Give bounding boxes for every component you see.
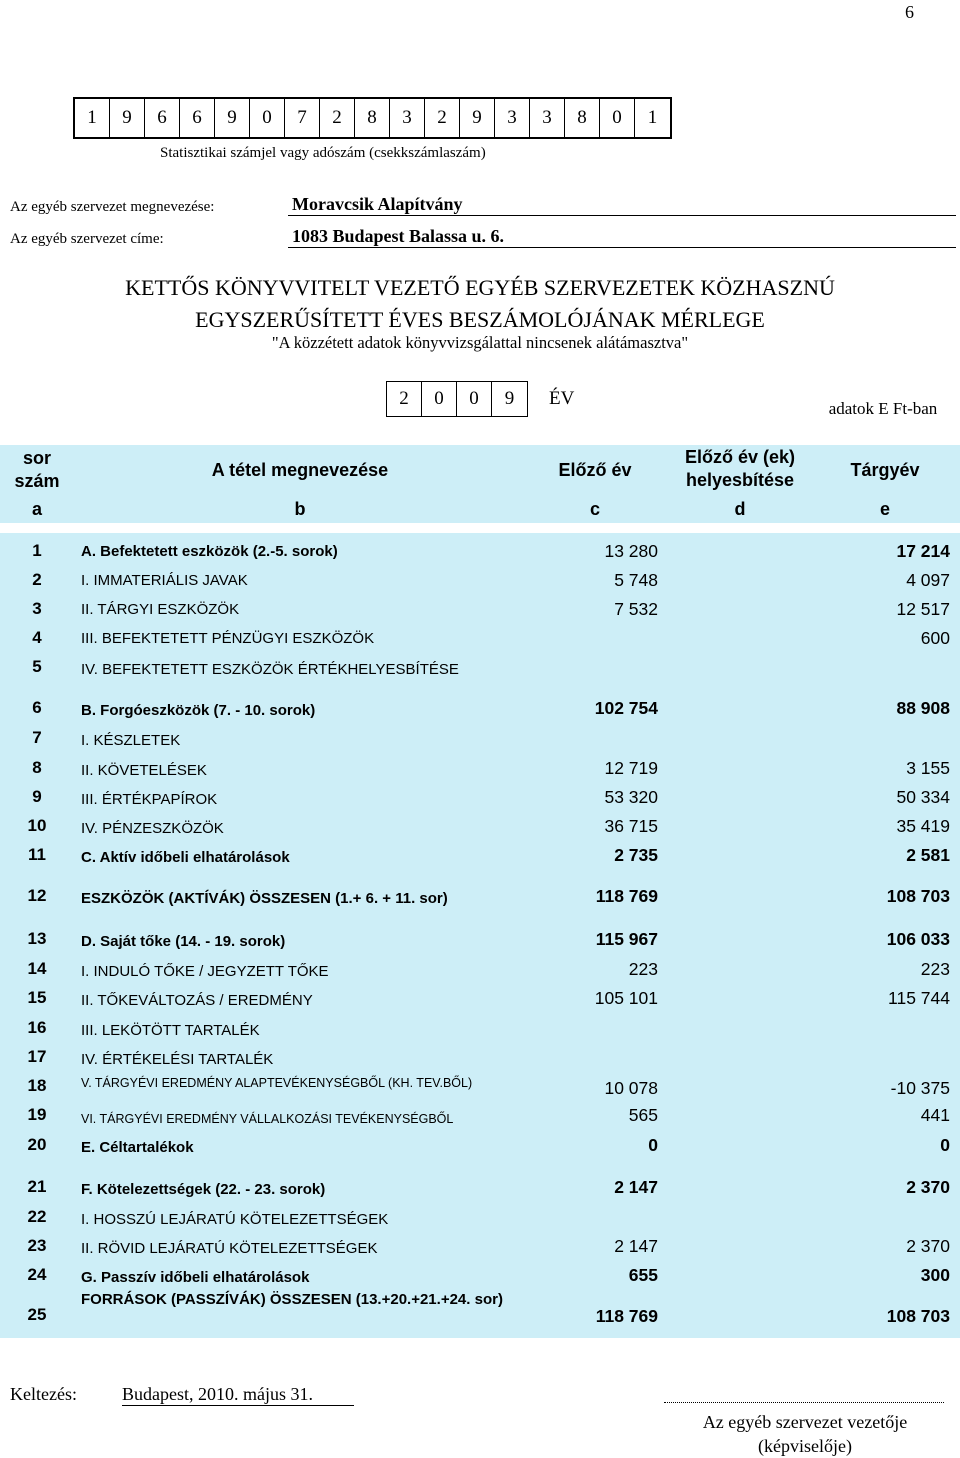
tax-digit: 7: [285, 99, 320, 137]
date-value: Budapest, 2010. május 31.: [122, 1384, 354, 1406]
row-current-year: 3 155: [906, 758, 950, 778]
row-previous-year: 53 320: [604, 787, 658, 807]
row-previous-year: 7 532: [614, 599, 658, 619]
row-number: 15: [27, 988, 47, 1007]
tax-digit: 1: [75, 99, 110, 137]
row-previous-year: 12 719: [604, 758, 658, 778]
row-number: 20: [27, 1135, 47, 1154]
row-number: 4: [32, 628, 42, 647]
row-label: I. INDULÓ TŐKE / JEGYZETT TŐKE: [81, 963, 329, 980]
header-col-a: a: [31, 499, 42, 519]
row-number: 3: [32, 599, 42, 618]
row-label: III. ÉRTÉKPAPÍROK: [81, 791, 218, 808]
row-number: 23: [27, 1236, 47, 1255]
row-number: 5: [32, 657, 42, 676]
row-current-year: 4 097: [906, 570, 950, 590]
row-number: 16: [27, 1018, 47, 1037]
row-label: II. RÖVID LEJÁRATÚ KÖTELEZETTSÉGEK: [81, 1240, 378, 1257]
tax-digit: 9: [215, 99, 250, 137]
tax-digit: 2: [320, 99, 355, 137]
header-current-year: Tárgyév: [850, 460, 920, 480]
row-label: I. HOSSZÚ LEJÁRATÚ KÖTELEZETTSÉGEK: [81, 1211, 389, 1228]
row-previous-year: 0: [648, 1135, 658, 1155]
row-label: F. Kötelezettségek (22. - 23. sorok): [81, 1181, 326, 1198]
row-label: B. Forgóeszközök (7. - 10. sorok): [81, 702, 316, 719]
row-current-year: 441: [920, 1105, 950, 1125]
tax-digit: 6: [180, 99, 215, 137]
row-previous-year: 115 967: [595, 929, 658, 949]
tax-digit: 3: [495, 99, 530, 137]
row-number: 10: [27, 816, 47, 835]
row-number: 6: [32, 698, 42, 717]
row-current-year: 17 214: [896, 541, 950, 561]
row-label: II. TÁRGYI ESZKÖZÖK: [81, 601, 240, 618]
row-previous-year: 2 147: [614, 1236, 658, 1256]
year-digit: 2: [387, 382, 422, 416]
tax-digit: 3: [390, 99, 425, 137]
tax-digit: 8: [355, 99, 390, 137]
year-label: ÉV: [549, 388, 575, 409]
row-previous-year: 655: [628, 1265, 658, 1285]
tax-digit: 0: [600, 99, 635, 137]
row-current-year: 115 744: [888, 988, 950, 1008]
row-current-year: 106 033: [886, 929, 950, 949]
row-previous-year: 10 078: [604, 1078, 658, 1098]
row-previous-year: 565: [628, 1105, 658, 1125]
header-correction: Előző év (ek) helyesbítése: [684, 447, 796, 490]
units-note: adatok E Ft-ban: [828, 399, 938, 418]
row-label: I. KÉSZLETEK: [81, 732, 181, 749]
row-current-year: 2 370: [906, 1177, 950, 1197]
row-current-year: 0: [940, 1135, 950, 1155]
row-current-year: -10 375: [890, 1078, 950, 1098]
tax-digit: 2: [425, 99, 460, 137]
org-name-value: Moravcsik Alapítvány: [288, 194, 956, 216]
row-number: 18: [27, 1076, 47, 1095]
row-number: 1: [32, 541, 42, 560]
org-address-value: 1083 Budapest Balassa u. 6.: [288, 226, 956, 248]
row-label: A. Befektetett eszközök (2.-5. sorok): [81, 543, 338, 560]
tax-number-box: [73, 97, 672, 139]
header-col-e: e: [879, 499, 890, 519]
row-number: 11: [28, 845, 46, 864]
row-number: 13: [27, 929, 47, 948]
year-digit: 9: [504, 388, 515, 409]
row-current-year: 223: [920, 959, 950, 979]
org-name-label: Az egyéb szervezet megnevezése:: [10, 199, 215, 215]
row-number: 2: [32, 570, 42, 589]
row-current-year: 108 703: [886, 1306, 950, 1326]
year-digit: 0: [422, 382, 457, 416]
date-label: Keltezés:: [10, 1384, 77, 1404]
row-previous-year: 102 754: [594, 698, 658, 718]
row-previous-year: 2 735: [614, 845, 658, 865]
row-label: IV. PÉNZESZKÖZÖK: [81, 820, 224, 837]
report-subtitle: "A közzétett adatok könyvvizsgálattal nincsenek alátámasztva": [271, 333, 689, 352]
header-col-b: b: [294, 499, 306, 519]
row-previous-year: 13 280: [604, 541, 658, 561]
row-current-year: 600: [920, 628, 950, 648]
row-number: 12: [27, 886, 47, 905]
tax-number-caption: Statisztikai számjel vagy adószám (csekkszámlaszám): [160, 145, 486, 161]
row-previous-year: 118 769: [595, 1306, 658, 1326]
header-col-c: c: [589, 499, 600, 519]
tax-digit: 0: [250, 99, 285, 137]
row-number: 22: [27, 1207, 47, 1226]
row-current-year: 35 419: [896, 816, 950, 836]
row-number: 25: [27, 1305, 47, 1324]
row-label: E. Céltartalékok: [81, 1139, 194, 1156]
report-title-line1: KETTŐS KÖNYVVITELT VEZETŐ EGYÉB SZERVEZETEK KÖZHASZNÚ: [125, 275, 835, 300]
row-current-year: 2 370: [906, 1236, 950, 1256]
signature-line: [664, 1402, 944, 1403]
tax-digit: 8: [565, 99, 600, 137]
table-header: [0, 445, 960, 523]
row-previous-year: 5 748: [614, 570, 658, 590]
row-label: C. Aktív időbeli elhatárolások: [81, 849, 290, 866]
row-previous-year: 223: [628, 959, 658, 979]
row-current-year: 108 703: [886, 886, 950, 906]
year-digit: 0: [457, 382, 492, 416]
row-current-year: 2 581: [906, 845, 950, 865]
tax-digit: 6: [145, 99, 180, 137]
tax-digit: 9: [460, 99, 495, 137]
row-label: IV. ÉRTÉKELÉSI TARTALÉK: [81, 1051, 274, 1068]
row-label: FORRÁSOK (PASSZÍVÁK) ÖSSZESEN (13.+20.+21.+24. sor): [81, 1291, 503, 1308]
row-current-year: 50 334: [896, 787, 950, 807]
org-address-label: Az egyéb szervezet címe:: [10, 231, 164, 247]
row-previous-year: 118 769: [595, 886, 658, 906]
row-current-year: 12 517: [896, 599, 950, 619]
row-number: 24: [27, 1265, 47, 1284]
row-number: 14: [27, 959, 47, 978]
row-label: I. IMMATERIÁLIS JAVAK: [81, 572, 248, 589]
year-box: [386, 381, 528, 417]
row-label: D. Saját tőke (14. - 19. sorok): [81, 933, 286, 950]
row-label: II. KÖVETELÉSEK: [81, 762, 207, 779]
tax-digit: 1: [647, 107, 658, 128]
row-number: 9: [32, 787, 42, 806]
row-current-year: 88 908: [896, 698, 950, 718]
row-label: II. TŐKEVÁLTOZÁS / EREDMÉNY: [81, 992, 313, 1009]
row-previous-year: 2 147: [614, 1177, 658, 1197]
row-previous-year: 105 101: [594, 988, 658, 1008]
row-number: 8: [32, 758, 42, 777]
tax-digit: 3: [530, 99, 565, 137]
header-row-number: sor szám: [14, 448, 60, 491]
header-previous-year: Előző év: [558, 460, 632, 480]
tax-digit: 9: [110, 99, 145, 137]
signature-label: Az egyéb szervezet vezetője (képviselője): [702, 1412, 908, 1456]
row-number: 7: [32, 728, 42, 747]
report-title-line2: EGYSZERŰSÍTETT ÉVES BESZÁMOLÓJÁNAK MÉRLEGE: [195, 307, 765, 332]
row-label: VI. TÁRGYÉVI EREDMÉNY VÁLLALKOZÁSI TEVÉKENYSÉGBŐL: [81, 1112, 454, 1126]
row-number: 17: [27, 1047, 47, 1066]
row-label: III. LEKÖTÖTT TARTALÉK: [81, 1022, 260, 1039]
row-label: IV. BEFEKTETETT ESZKÖZÖK ÉRTÉKHELYESBÍTÉSE: [81, 661, 459, 678]
row-label: G. Passzív időbeli elhatárolások: [81, 1269, 310, 1286]
row-current-year: 300: [920, 1265, 950, 1285]
row-label: III. BEFEKTETETT PÉNZÜGYI ESZKÖZÖK: [81, 630, 375, 647]
row-label: ESZKÖZÖK (AKTÍVÁK) ÖSSZESEN (1.+ 6. + 11. sor): [81, 890, 448, 907]
header-col-d: d: [734, 499, 746, 519]
row-number: 21: [27, 1177, 47, 1196]
header-item-name: A tétel megnevezése: [211, 460, 389, 480]
row-number: 19: [27, 1105, 47, 1124]
row-previous-year: 36 715: [604, 816, 658, 836]
page-number: 6: [905, 2, 914, 22]
row-label: V. TÁRGYÉVI EREDMÉNY ALAPTEVÉKENYSÉGBŐL (KH. TEV.BŐL): [81, 1076, 473, 1090]
